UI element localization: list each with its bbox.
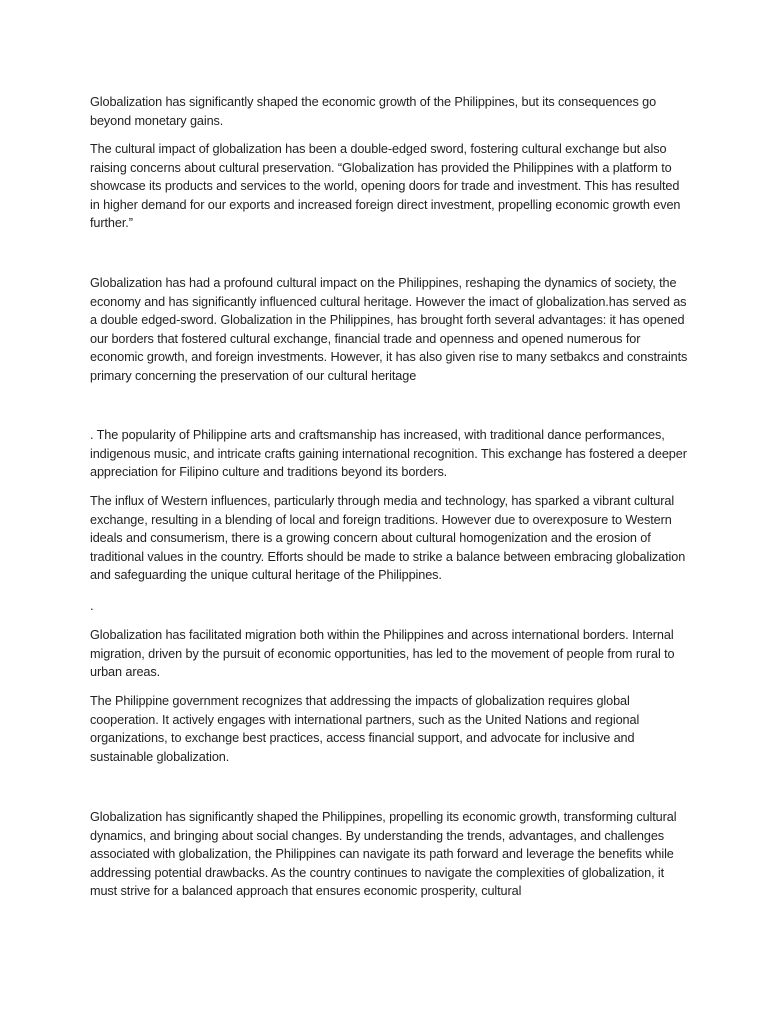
paragraph-conclusion: Globalization has significantly shaped the Philippines, propelling its economic growth, transforming cultural dynamics, and bringing about social changes. By understanding the trends, advantages, and challenges associated with globalization, the Philippines can navigate its path forward and leverage the benefits while addressing potential drawbacks. As the country continues to navigate the complexities of globalization, it must strive for a balanced approach that ensures economic prosperity, cultural	[90, 810, 677, 899]
paragraph-arts-craftsmanship: . The popularity of Philippine arts and craftsmanship has increased, with traditional dance performances, indigenous music, and intricate crafts gaining international recognition. This exchange has fostered a deeper appreciation for Filipino culture and traditions beyond its borders.	[90, 428, 687, 480]
paragraph-government: The Philippine government recognizes that addressing the impacts of globalization requires global cooperation. It actively engages with international partners, such as the United Nations and regional organizations, to exchange best practices, access financial support, and advocate for inclusive and sustainable globalization.	[90, 694, 640, 764]
paragraph-stray-period: .	[90, 599, 94, 613]
paragraph-cultural-impact: The cultural impact of globalization has been a double-edged sword, fostering cultural exchange but also raising concerns about cultural preservation. “Globalization has provided the Philippines with a platform to showcase its products and services to the world, opening doors for trade and investment. This has resulted in higher demand for our exports and increased foreign direct investment, propelling economic growth even further.”	[90, 142, 681, 231]
paragraph-migration: Globalization has facilitated migration both within the Philippines and across international borders. Internal migration, driven by the pursuit of economic opportunities, has led to the movement of people from rural to urban areas.	[90, 628, 675, 680]
paragraph-intro: Globalization has significantly shaped the economic growth of the Philippines, but its consequences go beyond monetary gains.	[90, 95, 657, 128]
paragraph-profound-impact: Globalization has had a profound cultural impact on the Philippines, reshaping the dynamics of society, the economy and has significantly influenced cultural heritage. However the imact of globalization.has served as a double edged-sword. Globalization in the Philippines, has brought forth several advantages: it has opened our borders that fostered cultural exchange, financial trade and openness and opened numerous for economic growth, and foreign investments. However, it has also given rise to many setbakcs and constraints primary concerning the preservation of our cultural heritage	[90, 276, 688, 383]
paragraph-western-influences: The influx of Western influences, particularly through media and technology, has sparked a vibrant cultural exchange, resulting in a blending of local and foreign traditions. However due to overexposure to Western ideals and consumerism, there is a growing concern about cultural homogenization and the erosion of traditional values in the country. Efforts should be made to strike a balance between embracing globalization and safeguarding the unique cultural heritage of the Philippines.	[90, 494, 686, 583]
